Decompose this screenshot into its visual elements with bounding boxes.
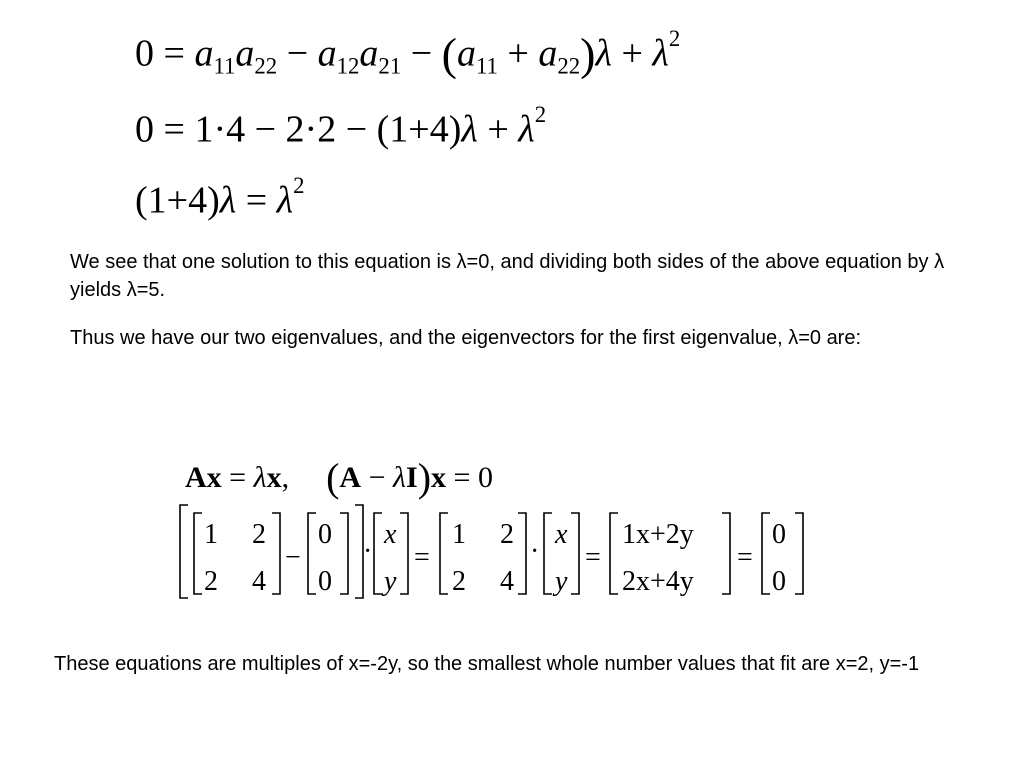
eq3-token: = — [245, 179, 268, 222]
v1-cell: y — [384, 566, 397, 597]
v1-bracket-right — [400, 513, 408, 594]
m2-bracket-left — [308, 513, 316, 594]
eigen-a: A — [339, 461, 362, 494]
m5-bracket-right — [795, 513, 803, 594]
eq1-lambda: λ — [595, 32, 612, 75]
eq1-exponent: 2 — [668, 26, 681, 51]
eq1-a: a — [235, 32, 255, 75]
eq1-open-paren: ( — [441, 28, 457, 80]
op-dot: · — [363, 536, 373, 567]
m2-bracket-right — [340, 513, 348, 594]
eq1-a: a — [194, 32, 214, 75]
eigen-lambda: λ — [253, 461, 267, 494]
m3-cell: 1 — [452, 519, 466, 550]
eq2-token: + — [487, 108, 509, 151]
m3-bracket-left — [440, 513, 448, 594]
eq1-sub: 11 — [213, 53, 236, 79]
m1-cell: 2 — [204, 566, 218, 597]
m5-bracket-left — [762, 513, 770, 594]
m1-cell: 2 — [252, 519, 266, 550]
eq2-lambda: λ — [461, 108, 478, 151]
paragraph-eigenvalues-text: Thus we have our two eigenvalues, and the eigenvectors for the first eigenvalue, λ=0 are: — [70, 327, 862, 349]
eq2-token: − — [345, 108, 368, 151]
eigen-comma: , — [281, 461, 290, 494]
op-equals: = — [585, 542, 601, 573]
eq2-token: · — [213, 108, 227, 151]
eq3-exponent: 2 — [293, 173, 305, 198]
m5-cell: 0 — [772, 519, 786, 550]
eq1-a: a — [538, 32, 558, 75]
op-equals: = — [737, 542, 753, 573]
v1-cell: x — [384, 519, 397, 550]
paragraph-solution-text: We see that one solution to this equation is λ=0, and dividing both sides of the above equation by λ yields λ=5. — [70, 251, 945, 301]
m2-cell: 0 — [318, 566, 332, 597]
eq1-zero: 0 — [135, 32, 154, 75]
eq1-a: a — [359, 32, 379, 75]
eq1-sub: 22 — [557, 53, 581, 79]
eq2-token: − — [254, 108, 277, 151]
eigen-ax: Ax — [185, 461, 222, 494]
m3-cell: 4 — [500, 566, 514, 597]
outer-bracket-left — [180, 505, 188, 598]
m1-cell: 1 — [204, 519, 218, 550]
eq2-token: 2 — [317, 108, 337, 151]
eq2-token: 4 — [226, 108, 246, 151]
eq1-sub: 11 — [475, 53, 498, 79]
eq1-minus: − — [410, 32, 433, 75]
v2-cell: y — [555, 566, 568, 597]
v2-bracket-left — [544, 513, 552, 594]
m3-cell: 2 — [500, 519, 514, 550]
op-dot: · — [530, 536, 540, 567]
v2-cell: x — [555, 519, 568, 550]
eigen-minus: − — [368, 461, 386, 494]
eq1-sub: 21 — [378, 53, 402, 79]
eigen-identity: I — [406, 461, 418, 494]
eigen-close-paren: ) — [417, 455, 432, 500]
eq1-a: a — [317, 32, 337, 75]
eigen-x: x — [266, 461, 282, 494]
paragraph-conclusion — [54, 650, 954, 678]
eq3-lambda: λ — [276, 179, 294, 222]
eq3-lambda: λ — [219, 179, 237, 222]
eq1-plus: + — [507, 32, 529, 75]
op-equals: = — [414, 542, 430, 573]
eigen-equals: = — [229, 461, 247, 494]
eq1-minus: − — [286, 32, 309, 75]
m4-bracket-right — [722, 513, 730, 594]
eq1-plus: + — [621, 32, 643, 75]
eigen-equals: = — [453, 461, 471, 494]
eq1-sub: 22 — [254, 53, 278, 79]
eq1-sub: 12 — [336, 53, 360, 79]
eq2-token: 2 — [285, 108, 305, 151]
m4-bracket-left — [610, 513, 618, 594]
eq1-lambda: λ — [652, 32, 669, 75]
m1-cell: 4 — [252, 566, 266, 597]
m1-bracket-right — [272, 513, 280, 594]
outer-bracket-right — [355, 505, 363, 598]
m3-cell: 2 — [452, 566, 466, 597]
eq2-token: 0 — [135, 108, 154, 151]
eq2-lambda: λ — [518, 108, 535, 151]
eq1-equals: = — [163, 32, 185, 75]
eq2-token: 1 — [194, 108, 214, 151]
v2-bracket-right — [571, 513, 579, 594]
op-minus: − — [285, 542, 301, 573]
v1-bracket-left — [374, 513, 382, 594]
paragraph-conclusion-text: These equations are multiples of x=-2y, so the smallest whole number values that fit are x=2, y=-1 — [54, 653, 920, 675]
m4-cell: 2x+4y — [622, 566, 694, 597]
eq1-a: a — [456, 32, 476, 75]
eq2-token: · — [304, 108, 318, 151]
m3-bracket-right — [518, 513, 526, 594]
eq2-token: = — [163, 108, 185, 151]
m2-cell: 0 — [318, 519, 332, 550]
eq1-close-paren: ) — [580, 28, 596, 80]
eigen-lambda: λ — [393, 461, 407, 494]
eq3-token: (1+4) — [135, 179, 220, 222]
eigen-zero: 0 — [477, 461, 493, 494]
eq2-token: (1+4) — [376, 108, 462, 151]
eigen-open-paren: ( — [326, 455, 340, 500]
eigen-x: x — [431, 461, 447, 494]
eq2-exponent: 2 — [534, 102, 547, 127]
m4-cell: 1x+2y — [622, 519, 694, 550]
m1-bracket-left — [194, 513, 202, 594]
m5-cell: 0 — [772, 566, 786, 597]
